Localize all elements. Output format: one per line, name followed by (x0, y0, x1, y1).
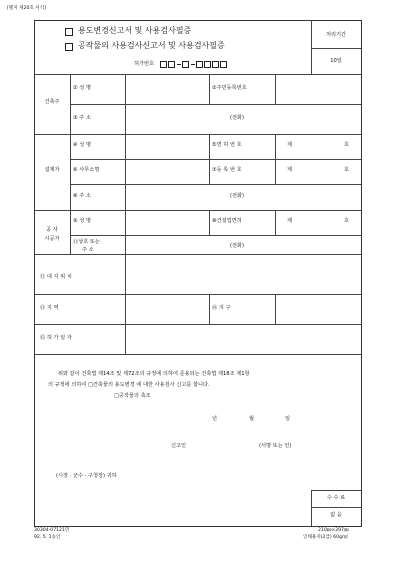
contractor-section-label-1: 공 사 (46, 227, 58, 233)
processing-period-label: 처리기간 (325, 32, 347, 38)
contractor-trade-label-1: ⑪상호 또는 (73, 239, 100, 245)
checkbox-structure[interactable] (65, 43, 73, 51)
title-line-1: 용도변경신고서 및 사용검사필증 (78, 26, 192, 35)
signature-label: (서명 또는 인) (259, 443, 292, 449)
contractor-license-label: ⑩건설업면허 (212, 218, 242, 224)
designer-reg-label: ⑦등 록 번 호 (212, 167, 242, 173)
contractor-license-prefix: 제 (287, 218, 293, 224)
owner-address-label: ③ 주 소 (73, 115, 91, 121)
permit-date-label: ⑮ 허 가 일 자 (40, 335, 72, 341)
date-day-label: 일 (285, 416, 291, 422)
permit-number-boxes[interactable] (160, 61, 228, 69)
contractor-name-label: ⑨ 성 명 (73, 218, 91, 224)
designer-phone-label: (전화) (230, 193, 245, 199)
declaration-line-1: 위와 같이 건축법 제14조 및 제72조의 규정에 의하여 준용되는 건축법 제18조 제1항 (58, 371, 250, 377)
designer-name-label: ④ 성 명 (73, 142, 91, 148)
date-month-label: 월 (249, 416, 255, 422)
site-district-label: ⑭ 지 구 (212, 305, 231, 311)
owner-phone-label: (전화) (230, 115, 245, 121)
owner-id-label: ②주민등록번호 (212, 85, 247, 91)
form-frame (34, 20, 362, 527)
form-number: [별지 제20호 서식] (7, 6, 46, 11)
designer-office-label: ⑥ 사무소명 (73, 167, 100, 173)
contractor-license-suffix: 호 (344, 218, 350, 224)
site-lot-label: ⑬ 지 역 (40, 305, 59, 311)
designer-address-label: ⑧ 주 소 (73, 193, 91, 199)
designer-license-label: ⑤면 허 번 호 (212, 142, 242, 148)
footer-paper-size: 210㎜×297㎜ (318, 528, 349, 533)
designer-reg-suffix: 호 (344, 167, 350, 173)
designer-license-prefix: 제 (287, 142, 293, 148)
designer-license-suffix: 호 (344, 142, 350, 148)
footer-approval: 92. 5. 1승인 (34, 535, 61, 540)
contractor-trade-label-2: 주 소 (82, 247, 94, 253)
date-year-label: 년 (212, 416, 218, 422)
fee-value: 없 음 (330, 512, 342, 518)
designer-reg-prefix: 제 (287, 167, 293, 173)
contractor-section-label-2: 시공자 (44, 236, 60, 242)
permit-number-label: 허가번호 (134, 61, 155, 67)
contractor-phone-label: (전화) (230, 243, 245, 249)
owner-section-label: 건축주 (44, 99, 60, 105)
designer-section-label: 설계자 (44, 167, 60, 173)
fee-label: 수 수 료 (326, 495, 346, 501)
owner-name-label: ① 성 명 (73, 85, 91, 91)
checkbox-use-change[interactable] (65, 28, 73, 36)
processing-period-value: 10일 (330, 58, 342, 64)
declaration-option-structure: □공작물의 축조 (114, 393, 151, 399)
applicant-label: 신고인 (171, 443, 187, 449)
footer-form-code: 30304-07121민 (34, 528, 70, 533)
recipient-label: (시장 · 군수 · 구청장) 귀하 (56, 473, 117, 479)
title-line-2: 공작물의 사용검사신고서 및 사용검사필증 (78, 41, 225, 50)
footer-paper-type: 인쇄용지(2급) 60g/㎡ (303, 535, 349, 540)
declaration-line-2: 의 규정에 의하여 □건축물의 용도변경 에 대한 사용검사 신고를 합니다. (48, 382, 210, 388)
site-location-label: ⑫ 대 지 위 치 (40, 274, 72, 280)
